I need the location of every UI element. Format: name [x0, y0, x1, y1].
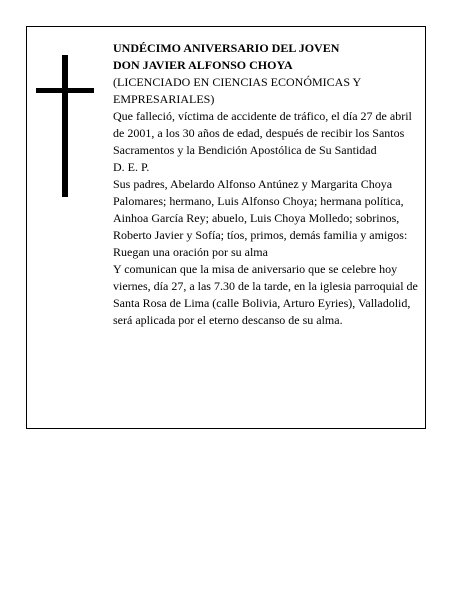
obituary-notice: [26, 26, 426, 429]
cross-vertical-bar: [62, 55, 68, 197]
mass-paragraph: Y comunican que la misa de aniversario que se celebre hoy viernes, día 27, a las 7.30 de la tarde, en la iglesia parroquial de Santa Rosa de Lima (calle Bolivia, Arturo Eyries), Valladolid, será aplicada por el eterno descanso de su alma.: [113, 262, 418, 327]
notice-title-line2: DON JAVIER ALFONSO CHOYA: [113, 58, 293, 72]
prayer-request: Ruegan una oración por su alma: [113, 245, 268, 259]
deceased-profession: (LICENCIADO EN CIENCIAS ECONÓMICAS Y EMPRESARIALES): [113, 75, 361, 106]
dep-line: D. E. P.: [113, 160, 150, 174]
notice-text: [113, 40, 421, 329]
notice-title-line1: UNDÉCIMO ANIVERSARIO DEL JOVEN: [113, 41, 340, 55]
cross-horizontal-bar: [36, 88, 94, 93]
family-paragraph: Sus padres, Abelardo Alfonso Antúnez y Margarita Choya Palomares; hermano, Luis Alfonso Choya; hermana política, Ainhoa García Rey; abuelo, Luis Choya Molledo; sobrinos, Roberto Javier y Sofía; tíos, primos, demás familia y amigos:: [113, 177, 408, 242]
latin-cross-icon: [36, 55, 94, 197]
death-paragraph: Que falleció, víctima de accidente de tráfico, el día 27 de abril de 2001, a los 30 años de edad, después de recibir los Santos Sacramentos y la Bendición Apostólica de Su Santidad: [113, 109, 412, 157]
